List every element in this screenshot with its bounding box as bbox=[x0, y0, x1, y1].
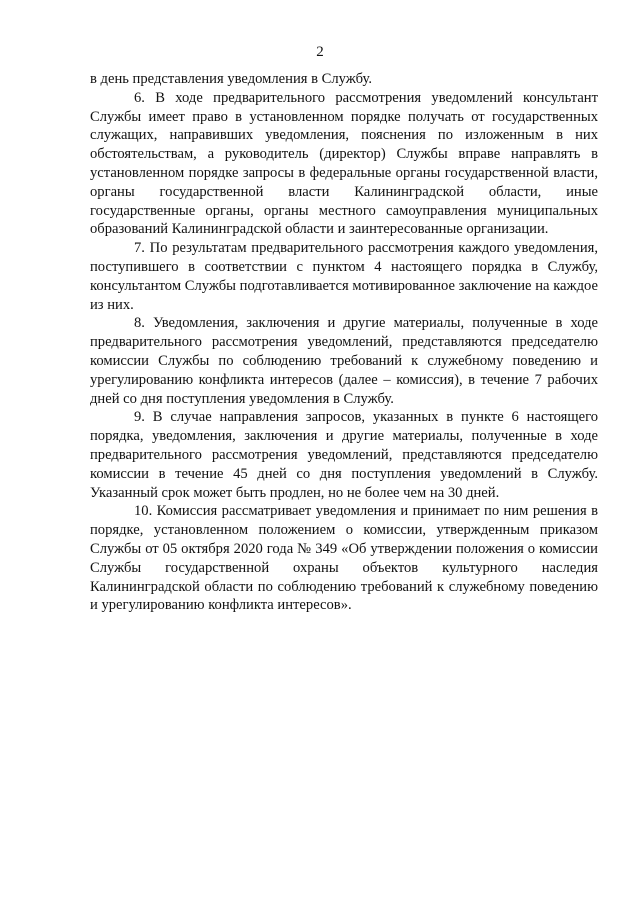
paragraph-9: 9. В случае направления запросов, указанных в пункте 6 настоящего порядка, уведомления, заключения и другие материалы, полученные в ходе предварительного рассмотрения уведомлений, представляются председателю комиссии в течение 45 дней со дня поступления уведомлений в Службу. Указанный срок может быть продлен, но не более чем на 30 дней. bbox=[90, 409, 598, 501]
document-body bbox=[90, 70, 598, 615]
paragraph-7: 7. По результатам предварительного рассмотрения каждого уведомления, поступившего в соответствии с пунктом 4 настоящего порядка в Службу, консультантом Службы подготавливается мотивированное заключение на каждое из них. bbox=[90, 240, 598, 313]
paragraph-6: 6. В ходе предварительного рассмотрения уведомлений консультант Службы имеет право в установленном порядке получать от государственных служащих, направивших уведомления, пояснения по изложенным в них обстоятельствам, а руководитель (директор) Службы вправе направлять в установленном порядке запросы в федеральные органы государственной власти, органы государственной власти Калининградской области, иные государственные органы, органы местного самоуправления муниципальных образований Калининградской области и заинтересованные организации. bbox=[90, 89, 598, 238]
paragraph-10: 10. Комиссия рассматривает уведомления и принимает по ним решения в порядке, установленном положением о комиссии, утвержденным приказом Службы от 05 октября 2020 года № 349 «Об утверждении положения о комиссии Службы государственной охраны объектов культурного наследия Калининградской области по соблюдению требований к служебному поведению и урегулированию конфликта интересов». bbox=[90, 503, 598, 614]
page-number: 2 bbox=[316, 44, 324, 60]
paragraph-8: 8. Уведомления, заключения и другие материалы, полученные в ходе предварительного рассмотрения уведомлений, представляются председателю комиссии Службы по соблюдению требований к служебному поведению и урегулированию конфликта интересов (далее – комиссия), в течение 7 рабочих дней со дня поступления уведомления в Службу. bbox=[90, 315, 598, 407]
paragraph-continuation: в день представления уведомления в Службу. bbox=[90, 71, 373, 87]
